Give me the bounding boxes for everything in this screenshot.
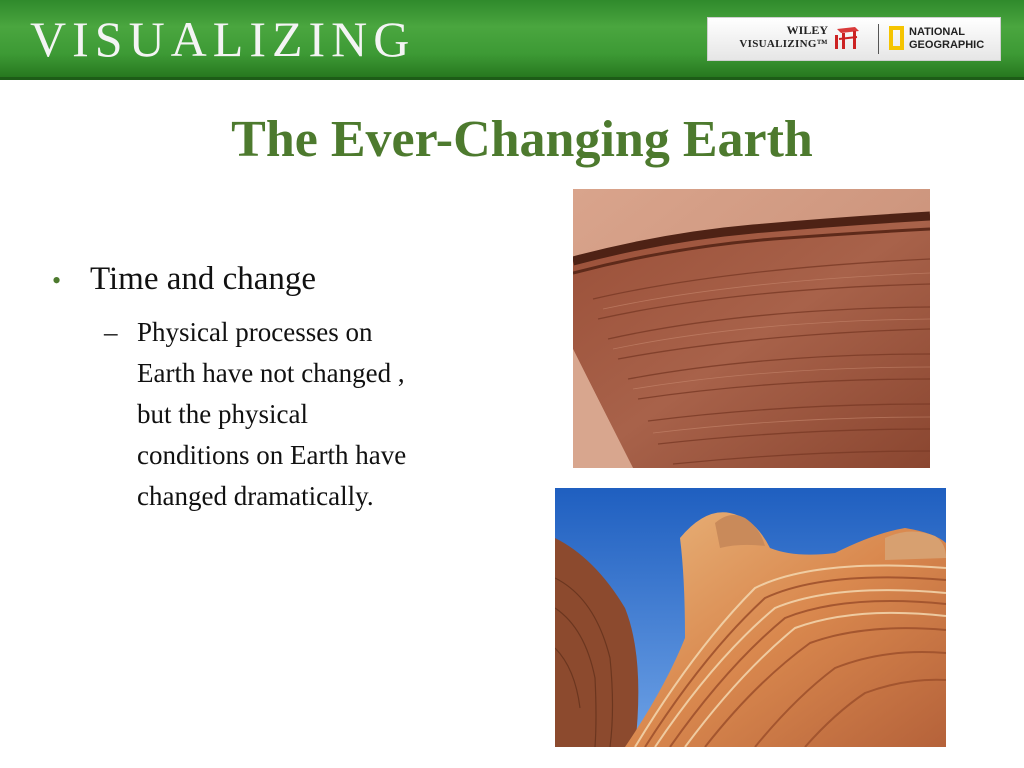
ng-line-2: GEOGRAPHIC [909,39,985,51]
wiley-logo-text [716,24,828,51]
visualizing-label: VISUALIZING™ [739,38,828,50]
bullet-item [52,258,316,302]
wave-rock-formation-photo [555,488,946,747]
bullet-text: Time and change [90,261,317,297]
slide-title: The Ever-Changing Earth [231,111,813,168]
ng-line-1: NATIONAL [909,26,966,38]
publisher-logo-box [707,17,1001,61]
wiley-label: WILEY [786,23,828,37]
sub-bullet-item [104,312,424,517]
sub-bullet-text: Physical processes on Earth have not changed , but the physical conditions on Earth have changed dramatically. [137,317,407,511]
national-geographic-frame-icon [889,26,904,50]
school-desk-icon [833,23,863,53]
header-underline [0,77,1024,80]
brand-wordmark: VISUALIZING [30,11,416,67]
sandstone-layers-photo [573,189,930,468]
national-geographic-text [909,26,984,52]
header-bar [0,0,1024,77]
sub-bullet-dash: – [104,317,118,347]
bullet-dot-icon: • [52,266,62,296]
logo-divider [878,24,879,54]
